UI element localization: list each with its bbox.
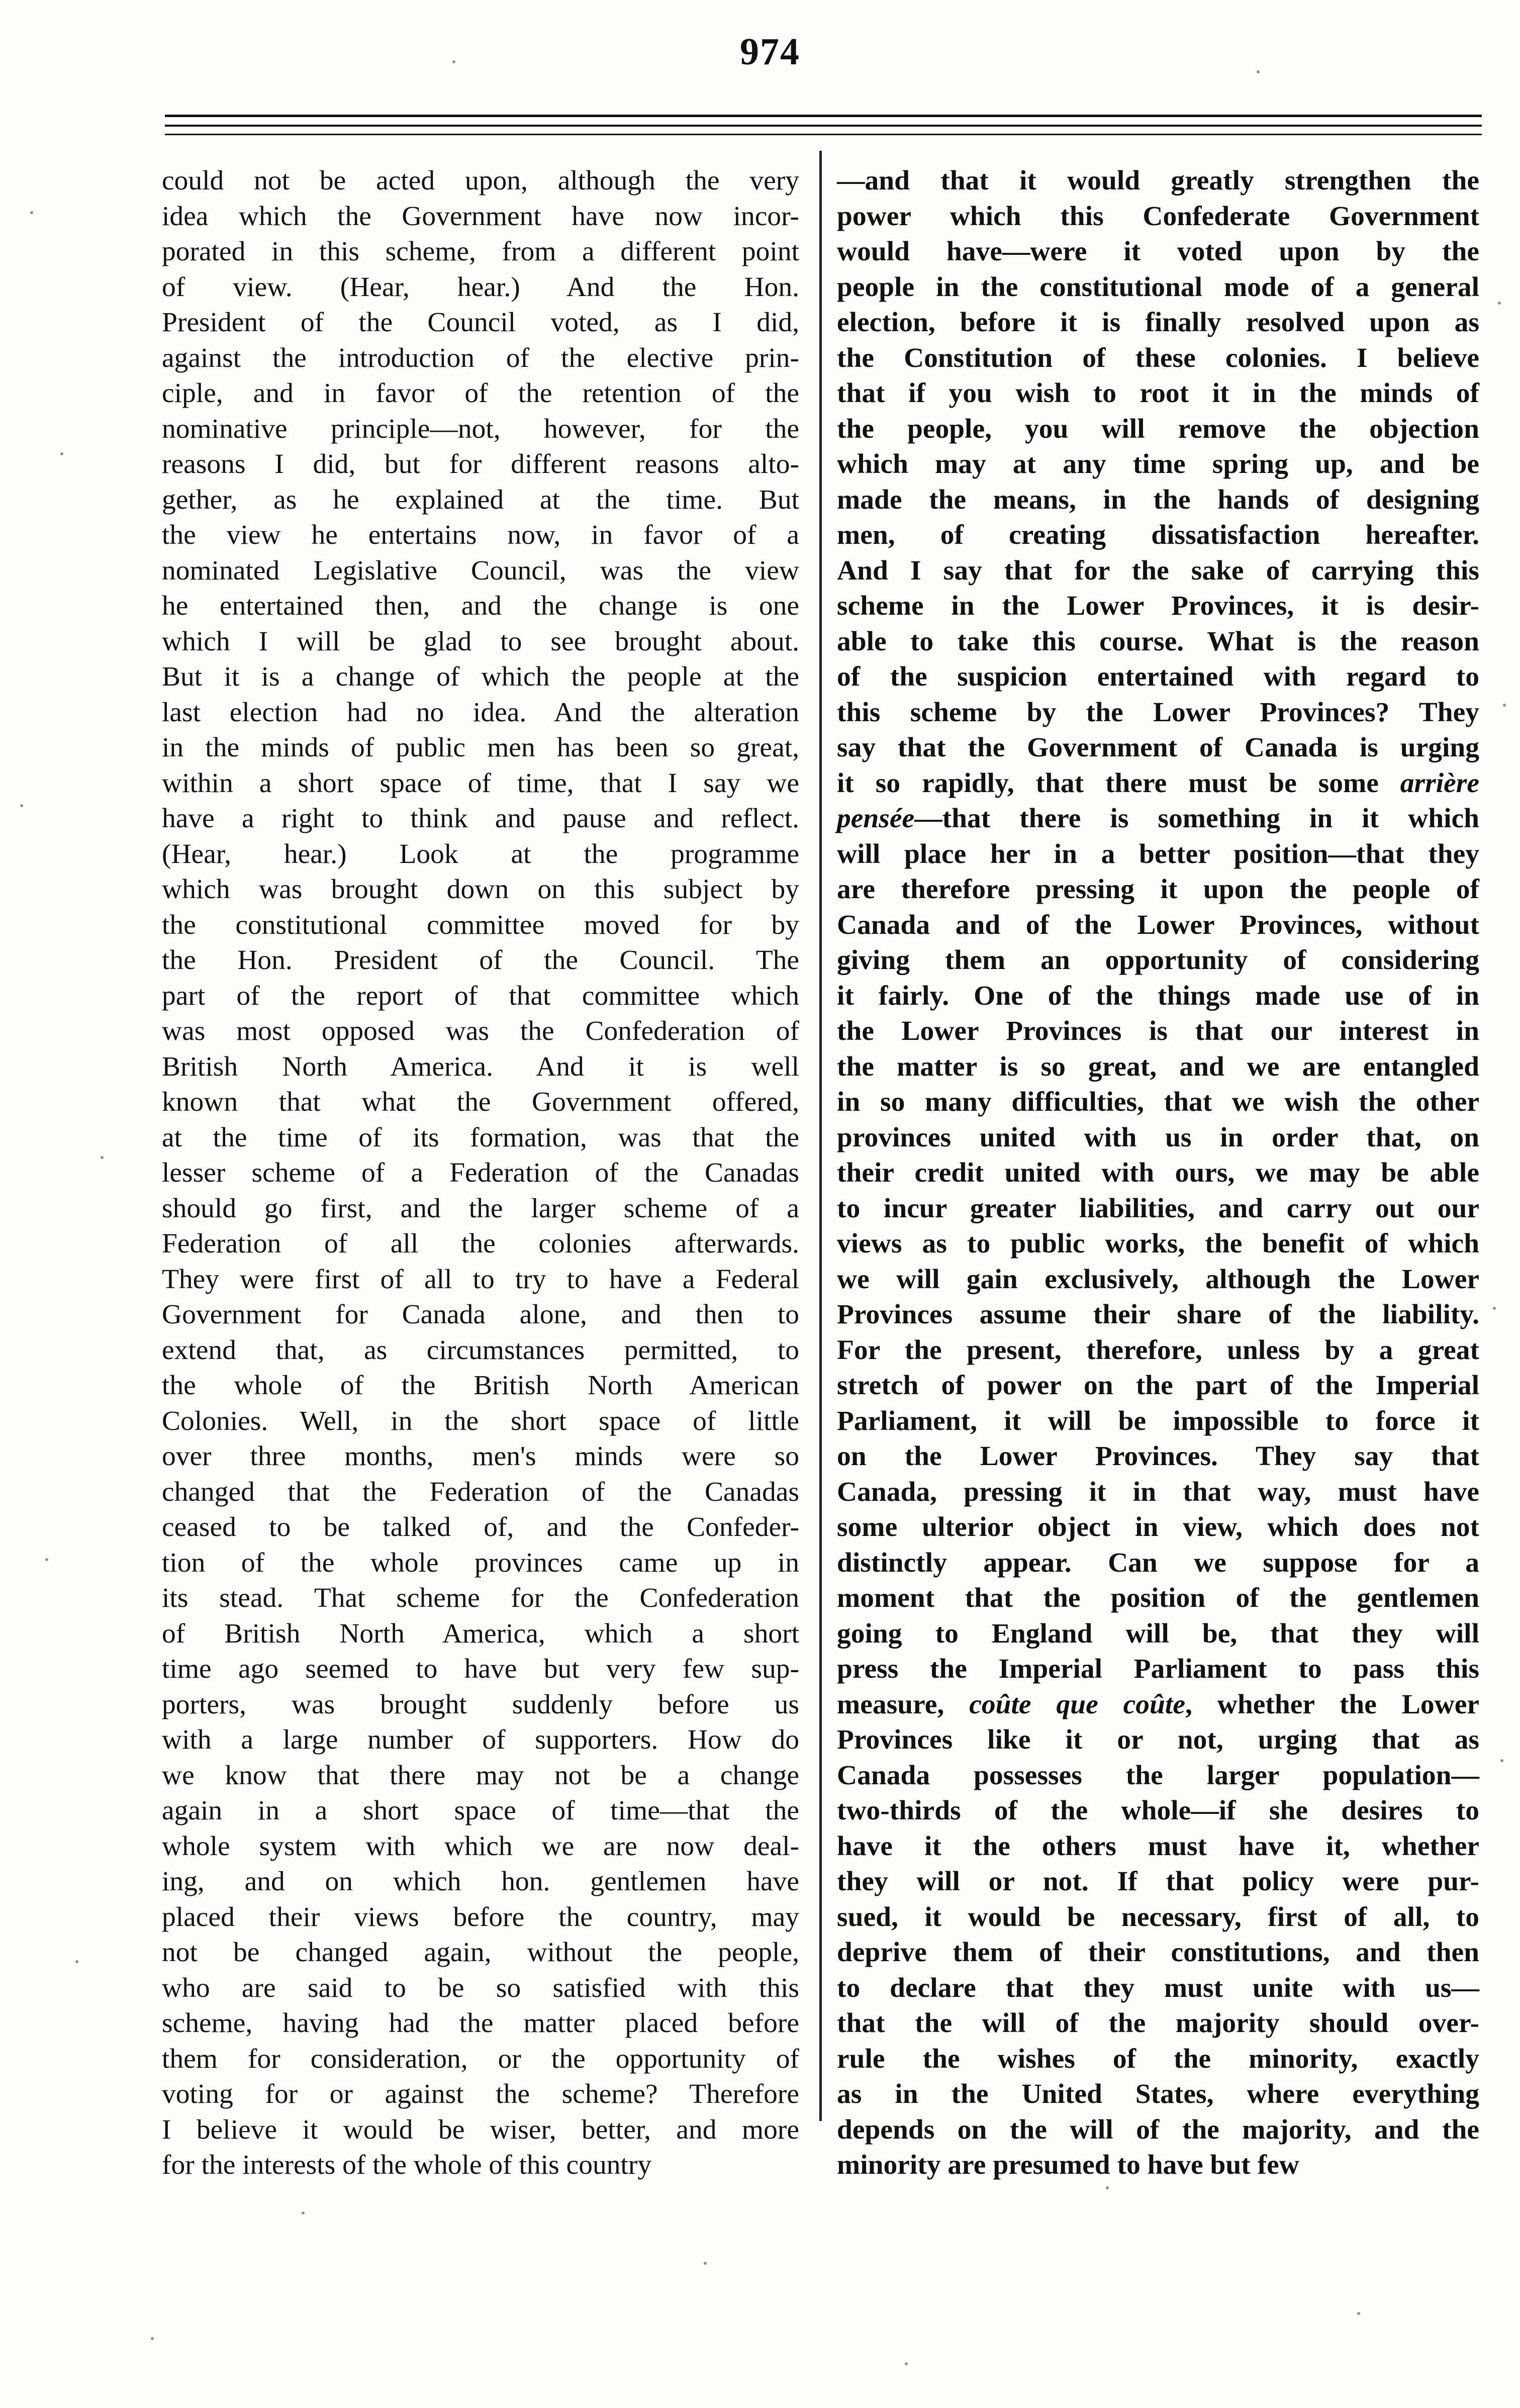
print-speck bbox=[1493, 1307, 1496, 1310]
text-line: with a large number of supporters. How do bbox=[162, 1724, 799, 1755]
print-speck bbox=[60, 452, 63, 455]
print-speck bbox=[452, 60, 455, 63]
text-line: say that the Government of Canada is urging bbox=[837, 732, 1479, 763]
text-line: last election had no idea. And the alteration bbox=[162, 697, 799, 728]
text-line: press the Imperial Parliament to pass this bbox=[837, 1654, 1479, 1684]
text-line: measure, coûte que coûte, whether the Lower bbox=[837, 1689, 1480, 1720]
print-speck bbox=[151, 2337, 154, 2340]
text-line: it so rapidly, that there must be some arrière bbox=[837, 767, 1479, 799]
print-speck bbox=[1357, 2312, 1360, 2315]
text-line: Canada, pressing it in that way, must have bbox=[837, 1476, 1479, 1507]
text-line: of view. (Hear, hear.) And the Hon. bbox=[162, 271, 799, 303]
print-speck bbox=[75, 1960, 78, 1963]
text-line: whole system with which we are now deal- bbox=[162, 1831, 799, 1862]
text-line: ciple, and in favor of the retention of the bbox=[162, 378, 799, 409]
text-line: moment that the position of the gentlemen bbox=[837, 1583, 1479, 1613]
text-line: rule the wishes of the minority, exactly bbox=[837, 2043, 1479, 2074]
text-line: (Hear, hear.) Look at the programme bbox=[162, 838, 799, 870]
text-line: have it the others must have it, whether bbox=[837, 1831, 1479, 1862]
text-line: Government for Canada alone, and then to bbox=[162, 1299, 799, 1330]
text-line: depends on the will of the majority, and the bbox=[837, 2114, 1479, 2145]
text-line: that if you wish to root it in the minds of bbox=[837, 378, 1479, 409]
text-line: men, of creating dissatisfaction hereafter. bbox=[837, 520, 1479, 550]
text-line: porated in this scheme, from a different point bbox=[162, 236, 799, 267]
text-line: giving them an opportunity of considering bbox=[837, 945, 1479, 976]
text-line: distinctly appear. Can we suppose for a bbox=[837, 1547, 1479, 1578]
text-line: the matter is so great, and we are entangled bbox=[837, 1051, 1479, 1082]
page-number: 974 bbox=[740, 31, 800, 73]
text-line: time ago seemed to have but very few sup- bbox=[162, 1654, 799, 1684]
text-line: are therefore pressing it upon the people of bbox=[837, 874, 1479, 905]
header-rule bbox=[165, 125, 1482, 127]
text-line: porters, was brought suddenly before us bbox=[162, 1689, 799, 1720]
text-line: Provinces assume their share of the liability. bbox=[837, 1299, 1479, 1330]
text-line: the view he entertains now, in favor of a bbox=[162, 520, 799, 550]
text-line: we know that there may not be a change bbox=[162, 1760, 799, 1791]
text-line: They were first of all to try to have a Federal bbox=[162, 1264, 799, 1295]
print-speck bbox=[905, 2362, 908, 2365]
text-line: on the Lower Provinces. They say that bbox=[837, 1441, 1479, 1472]
text-line: we will gain exclusively, although the Lower bbox=[837, 1264, 1479, 1295]
text-line: that the will of the majority should over- bbox=[837, 2008, 1479, 2039]
text-line: was most opposed was the Confederation of bbox=[162, 1016, 799, 1046]
text-line: Canada and of the Lower Provinces, without bbox=[837, 909, 1479, 940]
text-line: two-thirds of the whole—if she desires to bbox=[837, 1795, 1479, 1826]
text-line: which I will be glad to see brought about. bbox=[162, 626, 799, 657]
text-line: For the present, therefore, unless by a great bbox=[837, 1334, 1479, 1366]
text-line: And I say that for the sake of carrying this bbox=[837, 555, 1479, 586]
text-line: ceased to be talked of, and the Confeder- bbox=[162, 1512, 799, 1543]
text-line: the Hon. President of the Council. The bbox=[162, 945, 799, 976]
text-line: of the suspicion entertained with regard to bbox=[837, 661, 1479, 692]
text-line: Colonies. Well, in the short space of little bbox=[162, 1405, 799, 1436]
text-line: election, before it is finally resolved upon as bbox=[837, 307, 1479, 338]
print-speck bbox=[1503, 704, 1506, 707]
print-speck bbox=[20, 804, 23, 807]
print-speck bbox=[45, 1558, 48, 1561]
text-line: the Lower Provinces is that our interest in bbox=[837, 1016, 1479, 1046]
print-speck bbox=[302, 2211, 305, 2214]
text-line: would have—were it voted upon by the bbox=[837, 236, 1479, 267]
text-line: not be changed again, without the people, bbox=[162, 1937, 799, 1968]
text-line: some ulterior object in view, which does not bbox=[837, 1512, 1479, 1543]
text-line: to declare that they must unite with us— bbox=[837, 1972, 1479, 2003]
print-speck bbox=[1257, 70, 1260, 73]
text-line: this scheme by the Lower Provinces? They bbox=[837, 697, 1479, 728]
text-line: he entertained then, and the change is one bbox=[162, 591, 799, 621]
print-speck bbox=[1500, 1759, 1503, 1762]
text-line: again in a short space of time—that the bbox=[162, 1795, 799, 1826]
text-line: against the introduction of the elective prin- bbox=[162, 342, 799, 373]
text-line: ing, and on which hon. gentlemen have bbox=[162, 1866, 799, 1897]
text-line: nominative principle—not, however, for the bbox=[162, 413, 799, 444]
print-speck bbox=[1498, 302, 1501, 305]
text-line: people in the constitutional mode of a general bbox=[837, 271, 1479, 303]
header-rule bbox=[165, 134, 1482, 135]
text-line: Provinces like it or not, urging that as bbox=[837, 1724, 1479, 1755]
text-line: as in the United States, where everything bbox=[837, 2079, 1479, 2109]
text-line: stretch of power on the part of the Imperial bbox=[837, 1370, 1479, 1401]
text-line: Federation of all the colonies afterwards. bbox=[162, 1228, 799, 1259]
text-line: power which this Confederate Government bbox=[837, 201, 1479, 232]
text-line: the Constitution of these colonies. I believe bbox=[837, 342, 1479, 373]
print-speck bbox=[30, 211, 33, 214]
text-line: for the interests of the whole of this country bbox=[162, 2150, 652, 2180]
text-line: it fairly. One of the things made use of in bbox=[837, 980, 1479, 1011]
text-line: their credit united with ours, we may be able bbox=[837, 1158, 1479, 1188]
text-line: its stead. That scheme for the Confederation bbox=[162, 1583, 799, 1613]
text-line: scheme, having had the matter placed before bbox=[162, 2008, 799, 2039]
text-line: part of the report of that committee which bbox=[162, 980, 799, 1011]
text-line: Canada possesses the larger population— bbox=[837, 1760, 1479, 1791]
text-line: the people, you will remove the objection bbox=[837, 413, 1479, 444]
text-line: which may at any time spring up, and be bbox=[837, 449, 1479, 479]
text-line: them for consideration, or the opportunity of bbox=[162, 2043, 799, 2074]
text-line: going to England will be, that they will bbox=[837, 1618, 1479, 1649]
text-line: have a right to think and pause and reflect. bbox=[162, 803, 799, 834]
text-line: at the time of its formation, was that the bbox=[162, 1122, 799, 1153]
text-line: known that what the Government offered, bbox=[162, 1087, 799, 1117]
text-line: sued, it would be necessary, first of all, to bbox=[837, 1901, 1479, 1933]
text-line: of British North America, which a short bbox=[162, 1618, 799, 1649]
text-line: the whole of the British North American bbox=[162, 1370, 799, 1401]
header-rule bbox=[165, 115, 1482, 117]
text-line: minority are presumed to have but few bbox=[837, 2150, 1299, 2180]
text-line: voting for or against the scheme? Therefore bbox=[162, 2079, 799, 2109]
text-line: who are said to be so satisfied with this bbox=[162, 1972, 799, 2003]
text-line: in the minds of public men has been so great, bbox=[162, 732, 799, 763]
text-line: made the means, in the hands of designing bbox=[837, 484, 1479, 515]
text-line: —and that it would greatly strengthen the bbox=[837, 165, 1479, 196]
text-line: could not be acted upon, although the very bbox=[162, 165, 799, 196]
print-speck bbox=[101, 1156, 104, 1159]
left-text-column bbox=[162, 163, 799, 2180]
print-speck bbox=[1106, 2186, 1109, 2189]
text-line: British North America. And it is well bbox=[162, 1051, 799, 1082]
text-line: will place her in a better position—that they bbox=[837, 838, 1479, 870]
text-line: pensée—that there is something in it which bbox=[837, 803, 1479, 834]
text-line: idea which the Government have now incor- bbox=[162, 201, 799, 232]
text-line: nominated Legislative Council, was the view bbox=[162, 555, 799, 586]
text-line: to incur greater liabilities, and carry out our bbox=[837, 1193, 1479, 1224]
text-line: they will or not. If that policy were pur- bbox=[837, 1866, 1479, 1897]
text-line: the constitutional committee moved for by bbox=[162, 909, 799, 940]
text-line: But it is a change of which the people at the bbox=[162, 661, 799, 692]
column-divider bbox=[819, 151, 822, 2121]
text-line: I believe it would be wiser, better, and more bbox=[162, 2114, 799, 2145]
text-line: should go first, and the larger scheme of a bbox=[162, 1193, 799, 1224]
text-line: Parliament, it will be impossible to force it bbox=[837, 1405, 1479, 1436]
text-line: scheme in the Lower Provinces, it is desir- bbox=[837, 591, 1479, 621]
text-line: in so many difficulties, that we wish the other bbox=[837, 1087, 1479, 1117]
text-line: over three months, men's minds were so bbox=[162, 1441, 799, 1472]
text-line: changed that the Federation of the Canadas bbox=[162, 1476, 799, 1507]
print-speck bbox=[704, 2262, 707, 2265]
text-line: extend that, as circumstances permitted, to bbox=[162, 1334, 799, 1366]
right-text-column bbox=[837, 163, 1480, 2180]
text-line: deprive them of their constitutions, and then bbox=[837, 1937, 1479, 1968]
text-line: able to take this course. What is the reason bbox=[837, 626, 1479, 657]
text-line: provinces united with us in order that, on bbox=[837, 1122, 1479, 1153]
text-line: gether, as he explained at the time. But bbox=[162, 484, 799, 515]
text-line: lesser scheme of a Federation of the Canadas bbox=[162, 1158, 799, 1188]
text-line: placed their views before the country, may bbox=[162, 1901, 799, 1933]
text-line: tion of the whole provinces came up in bbox=[162, 1547, 799, 1578]
text-line: President of the Council voted, as I did, bbox=[162, 307, 799, 338]
text-line: within a short space of time, that I say we bbox=[162, 767, 799, 799]
text-line: reasons I did, but for different reasons alto- bbox=[162, 449, 799, 479]
text-line: views as to public works, the benefit of which bbox=[837, 1228, 1479, 1259]
text-line: which was brought down on this subject by bbox=[162, 874, 799, 905]
